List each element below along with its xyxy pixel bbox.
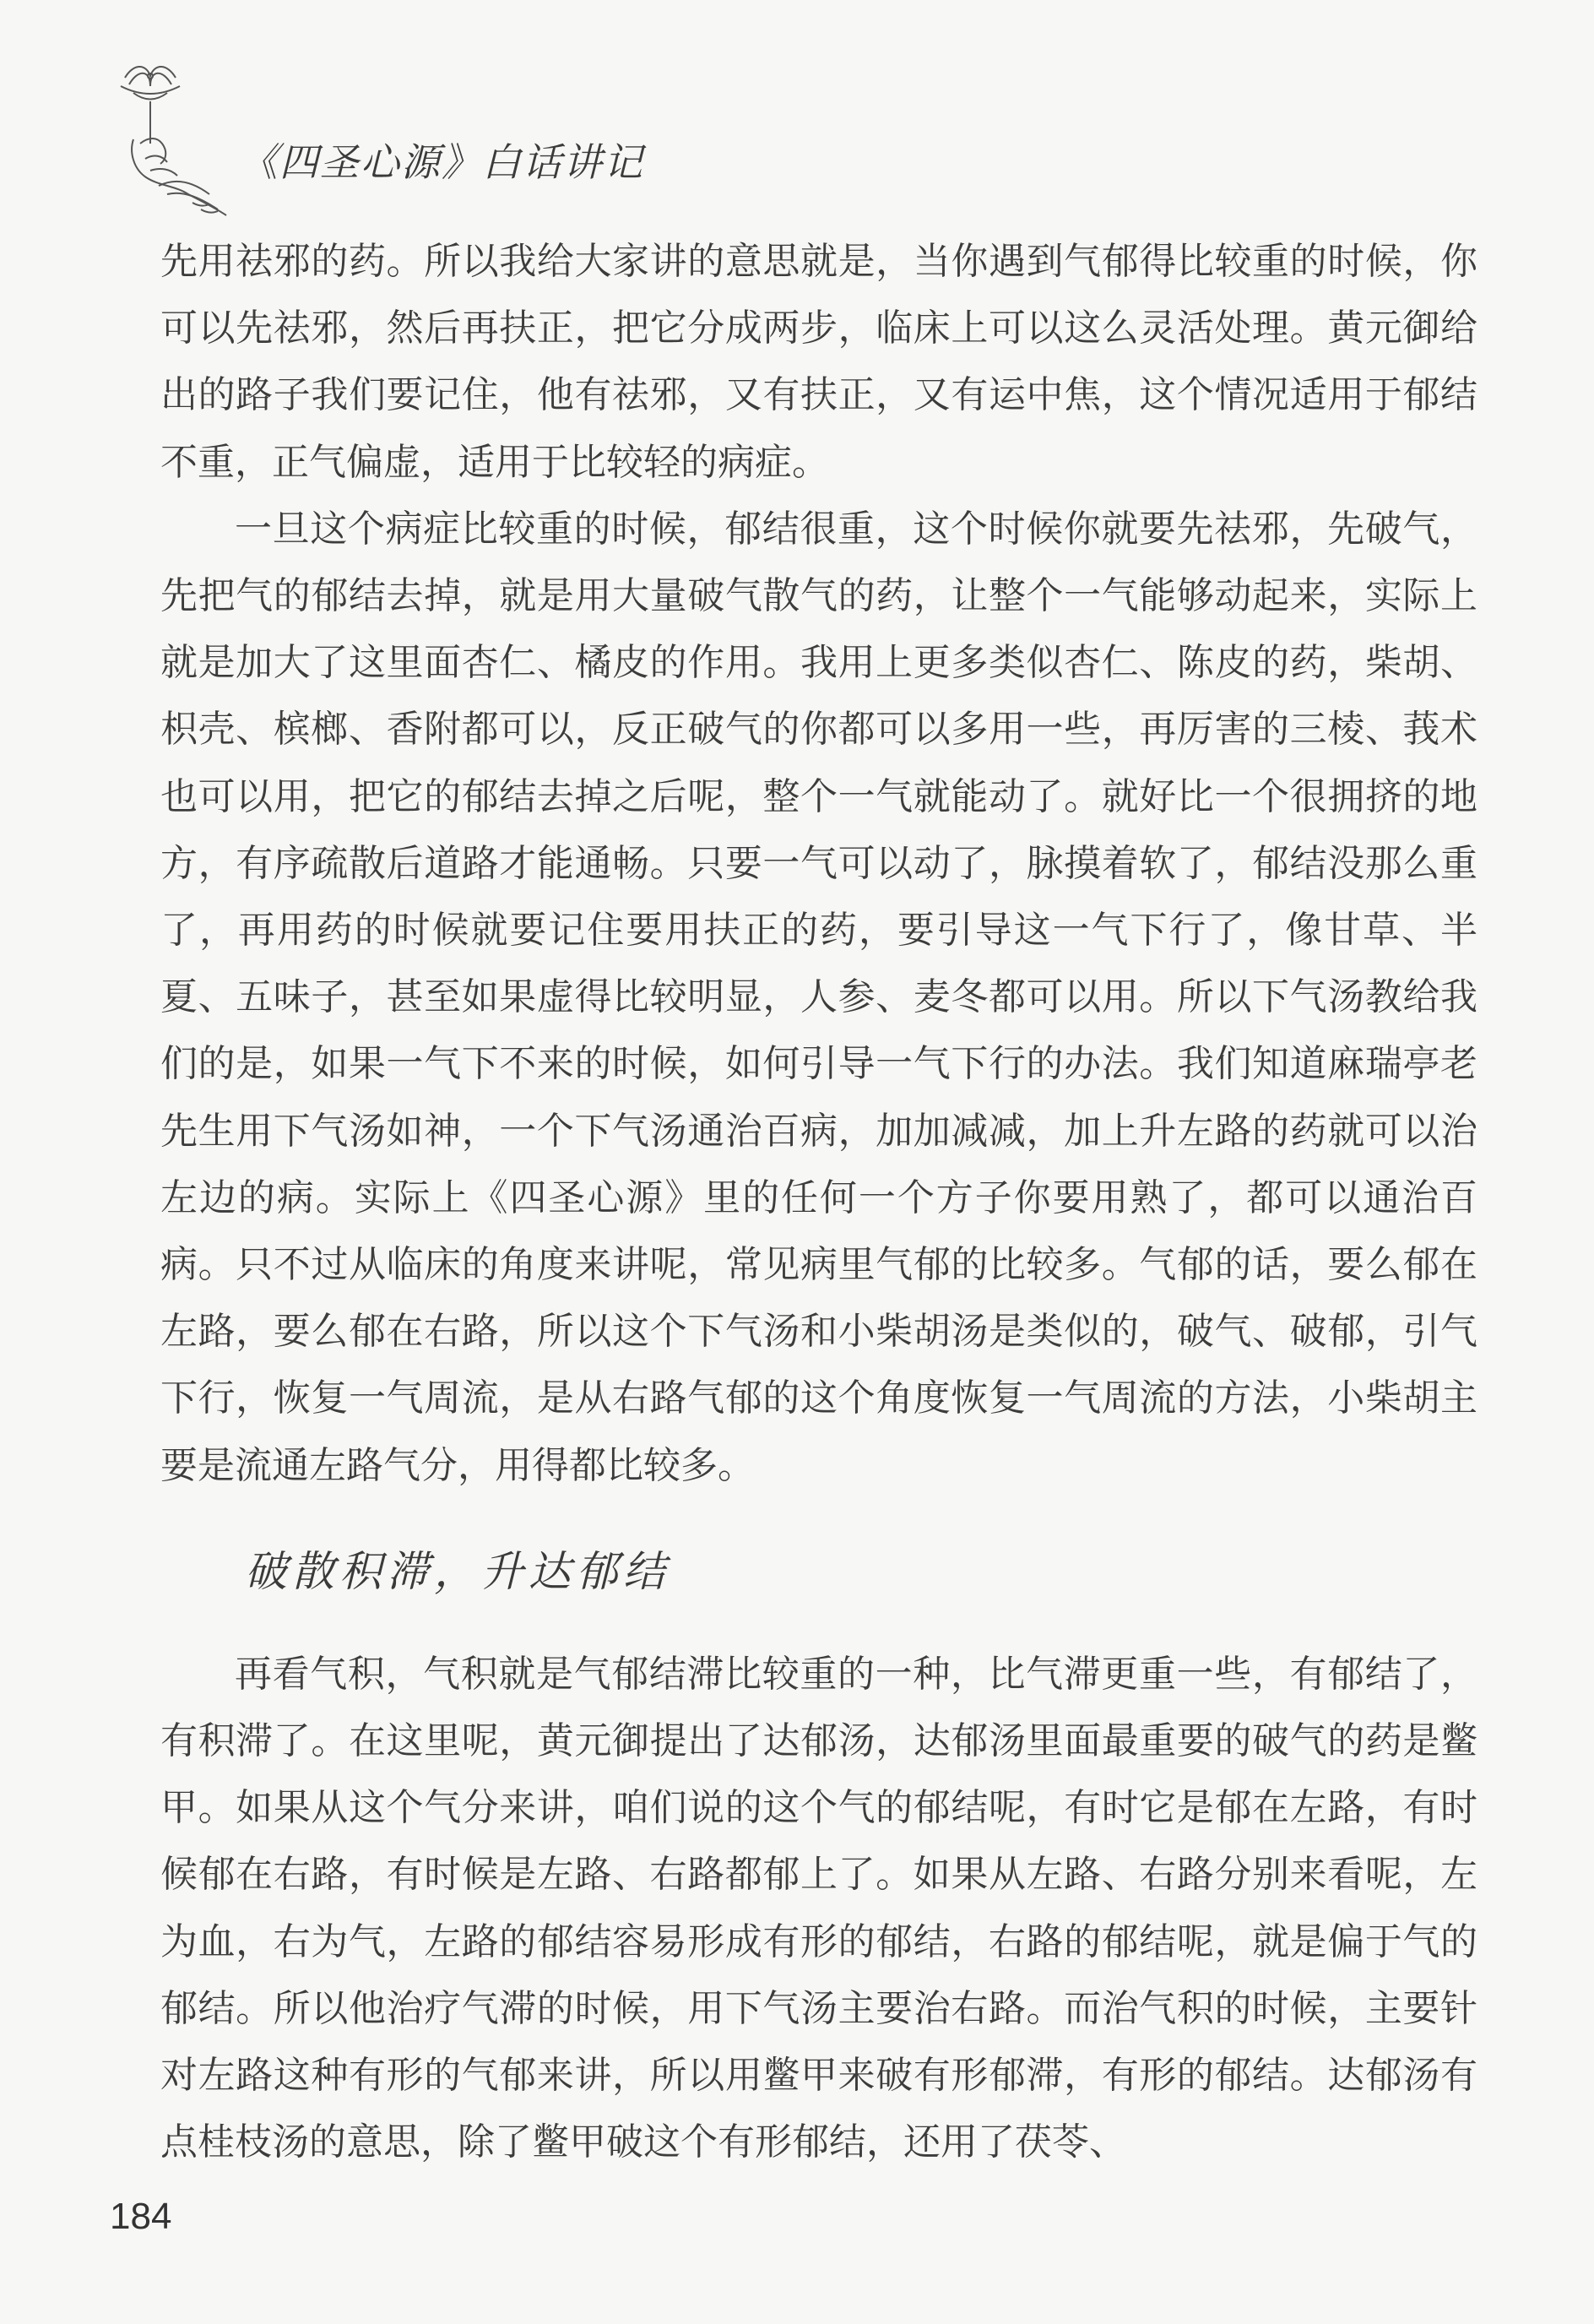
page-number: 184: [110, 2196, 172, 2237]
running-header: [108, 59, 868, 228]
paragraph: 先用祛邪的药。所以我给大家讲的意思就是，当你遇到气郁得比较重的时候，你可以先祛邪，然后再扶正，把它分成两步，临床上可以这么灵活处理。黄元御给出的路子我们要记住，他有祛邪，又有扶正，又有运中焦，这个情况适用于郁结不重，正气偏虚，适用于比较轻的病症。: [160, 240, 1477, 484]
lotus-hand-icon: [108, 59, 235, 228]
paragraph: 再看气积，气积就是气郁结滞比较重的一种，比气滞更重一些，有郁结了，有积滞了。在这里呢，黄元御提出了达郁汤，达郁汤里面最重要的破气的药是鳖甲。如果从这个气分来讲，咱们说的这个气的郁结呢，有时它是郁在左路，有时候郁在右路，有时候是左路、右路都郁上了。如果从左路、右路分别来看呢，左为血，右为气，左路的郁结容易形成有形的郁结，右路的郁结呢，就是偏于气的郁结。所以他治疗气滞的时候，用下气汤主要治右路。而治气积的时候，主要针对左路这种有形的气郁来讲，所以用鳖甲来破有形郁滞，有形的郁结。达郁汤有点桂枝汤的意思，除了鳖甲破这个有形郁结，还用了茯苓、: [160, 1652, 1477, 2164]
body-text: [160, 228, 1477, 2175]
paragraph: 一旦这个病症比较重的时候，郁结很重，这个时候你就要先祛邪，先破气，先把气的郁结去掉，就是用大量破气散气的药，让整个一气能够动起来，实际上就是加大了这里面杏仁、橘皮的作用。我用上更多类似杏仁、陈皮的药，柴胡、枳壳、槟榔、香附都可以，反正破气的你都可以多用一些，再厉害的三棱、莪术也可以用，把它的郁结去掉之后呢，整个一气就能动了。就好比一个很拥挤的地方，有序疏散后道路才能通畅。只要一气可以动了，脉摸着软了，郁结没那么重了，再用药的时候就要记住要用扶正的药，要引导这一气下行了，像甘草、半夏、五味子，甚至如果虚得比较明显，人参、麦冬都可以用。所以下气汤教给我们的是，如果一气下不来的时候，如何引导一气下行的办法。我们知道麻瑞亭老先生用下气汤如神，一个下气汤通治百病，加加减减，加上升左路的药就可以治左边的病。实际上《四圣心源》里的任何一个方子你要用熟了，都可以通治百病。只不过从临床的角度来讲呢，常见病里气郁的比较多。气郁的话，要么郁在左路，要么郁在右路，所以这个下气汤和小柴胡汤是类似的，破气、破郁，引气下行，恢复一气周流，是从右路气郁的这个角度恢复一气周流的方法，小柴胡主要是流通左路气分，用得都比较多。: [160, 507, 1477, 1487]
book-title: 《四圣心源》白话讲记: [239, 139, 644, 185]
section-heading: 破散积滞，升达郁结: [245, 1546, 670, 1596]
